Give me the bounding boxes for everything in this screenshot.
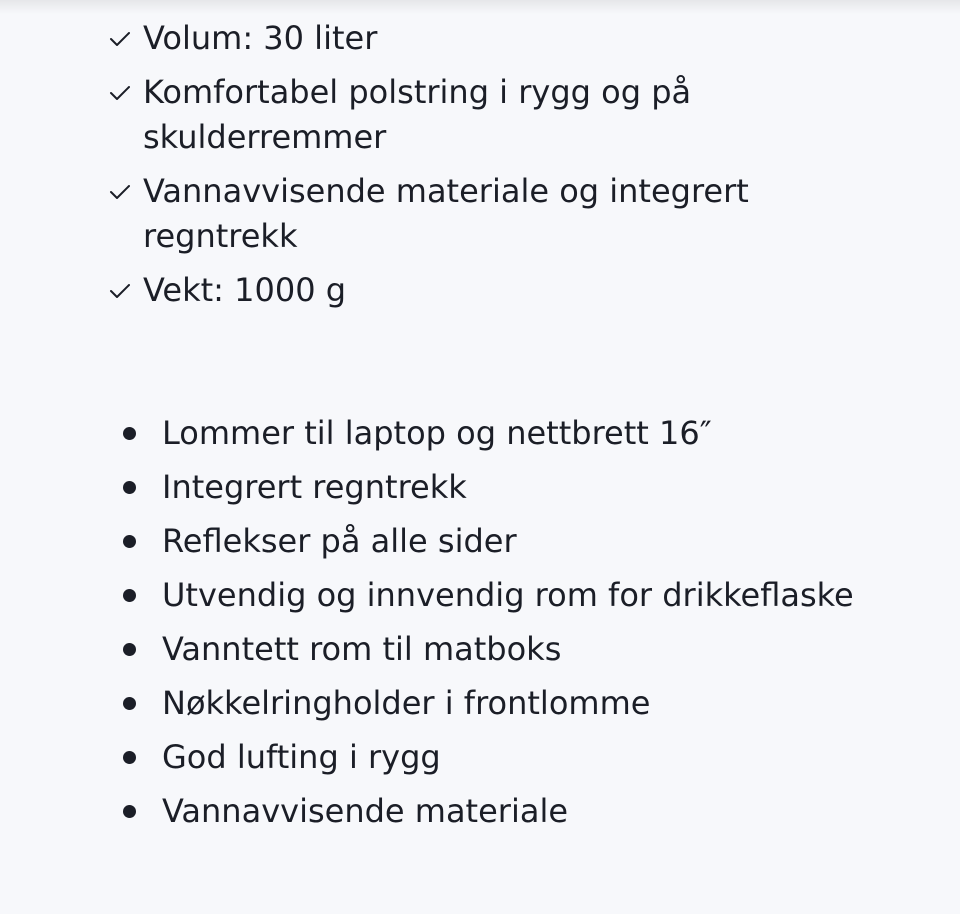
checklist-item [108, 70, 828, 160]
bullet-item-text: God lufting i rygg [162, 738, 441, 776]
checklist-item [108, 16, 828, 61]
checklist-item-text: Volum: 30 liter [143, 19, 378, 57]
checklist-item [108, 268, 828, 313]
bullet-item [118, 784, 858, 838]
check-icon [108, 29, 132, 49]
bullet-item [118, 676, 858, 730]
bullet-dot-icon [123, 697, 136, 710]
bullet-item [118, 568, 858, 622]
bullet-item-text: Vanntett rom til matboks [162, 630, 562, 668]
checklist-item-text: Komfortabel polstring i rygg og på skulderremmer [143, 73, 692, 156]
checklist-item [108, 169, 828, 259]
bullet-dot-icon [123, 589, 136, 602]
bullet-item-text: Reflekser på alle sider [162, 522, 517, 560]
bullet-item [118, 406, 858, 460]
bullet-dot-icon [123, 751, 136, 764]
bullet-item [118, 514, 858, 568]
bullet-dot-icon [123, 643, 136, 656]
feature-bullet-list [118, 406, 858, 838]
bullet-item [118, 622, 858, 676]
top-shadow [0, 0, 960, 14]
bullet-item [118, 460, 858, 514]
bullet-dot-icon [123, 481, 136, 494]
check-icon [108, 281, 132, 301]
bullet-dot-icon [123, 805, 136, 818]
checklist-item-text: Vekt: 1000 g [143, 271, 347, 309]
bullet-item-text: Vannavvisende materiale [162, 792, 569, 830]
bullet-item-text: Nøkkelringholder i frontlomme [162, 684, 651, 722]
check-icon [108, 182, 132, 202]
check-icon [108, 83, 132, 103]
bullet-item-text: Utvendig og innvendig rom for drikkeflaske [162, 576, 854, 614]
checklist-item-text: Vannavvisende materiale og integrert regntrekk [143, 172, 749, 255]
bullet-item-text: Lommer til laptop og nettbrett 16″ [162, 414, 712, 452]
bullet-item [118, 730, 858, 784]
bullet-item-text: Integrert regntrekk [162, 468, 467, 506]
bullet-dot-icon [123, 535, 136, 548]
bullet-dot-icon [123, 427, 136, 440]
feature-checklist [108, 16, 828, 322]
